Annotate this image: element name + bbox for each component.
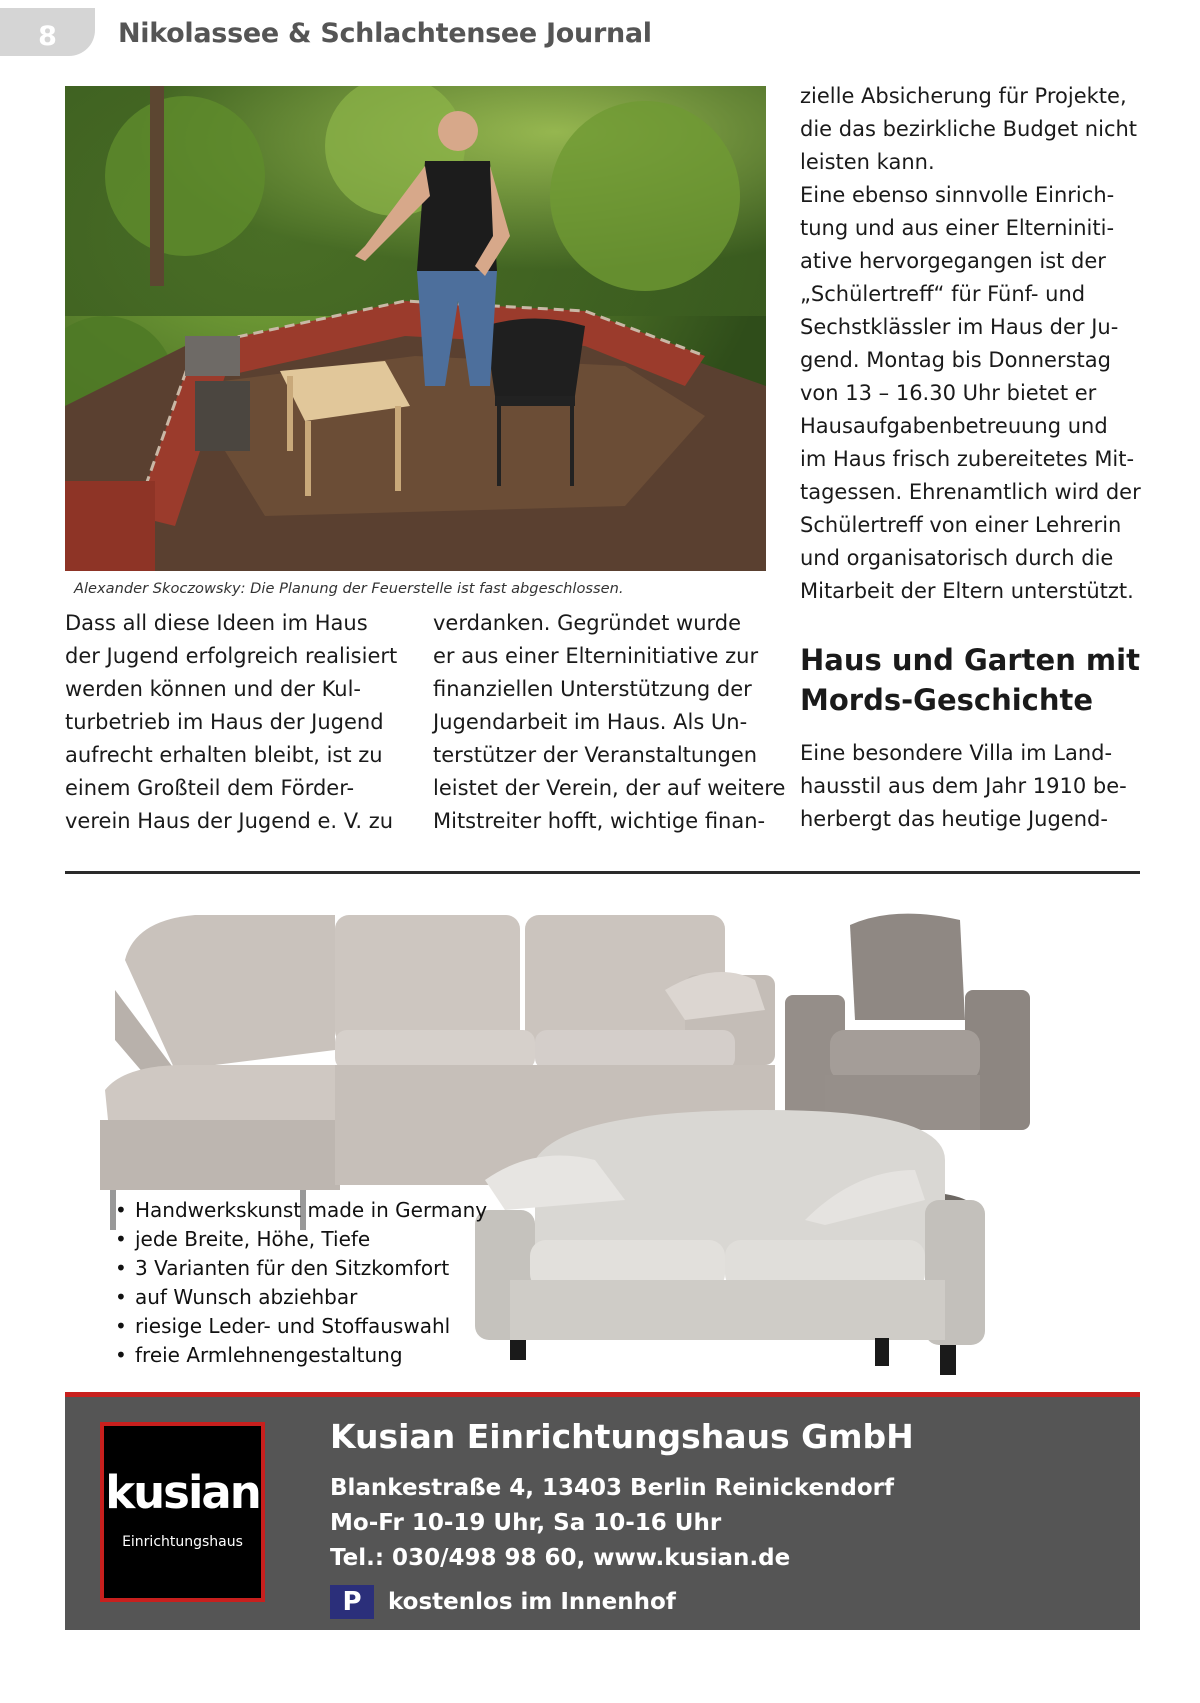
text-line: Mitarbeit der Eltern unterstützt. (800, 579, 1134, 603)
photo-caption: Alexander Skoczowsky: Die Planung der Feuerstelle ist fast abgeschlossen. (74, 580, 624, 597)
text-line: die das bezirkliche Budget nicht (800, 117, 1138, 141)
parking-text: kostenlos im Innenhof (388, 1589, 676, 1615)
text-line: Jugendarbeit im Haus. Als Un- (433, 710, 748, 734)
text-line: der Jugend erfolgreich realisiert (65, 644, 398, 668)
text-line: einem Großteil dem Förder- (65, 776, 355, 800)
text-line: Eine besondere Villa im Land- (800, 741, 1113, 765)
feature-item: • jede Breite, Höhe, Tiefe (115, 1225, 487, 1254)
feature-item: • auf Wunsch abziehbar (115, 1283, 487, 1312)
feature-item: • Handwerkskunst made in Germany (115, 1196, 487, 1225)
text-line: tung und aus einer Elterniniti- (800, 216, 1115, 240)
contact-info: Tel.: 030/498 98 60, www.kusian.de (330, 1545, 791, 1571)
opening-hours: Mo-Fr 10-19 Uhr, Sa 10-16 Uhr (330, 1510, 722, 1536)
company-name: Kusian Einrichtungshaus GmbH (330, 1417, 914, 1456)
company-address: Blankestraße 4, 13403 Berlin Reinickendorf (330, 1475, 895, 1501)
company-logo (100, 1422, 265, 1602)
text-line: tagessen. Ehrenamtlich wird der (800, 480, 1141, 504)
text-line: finanziellen Unterstützung der (433, 677, 752, 701)
text-line: und organisatorisch durch die (800, 546, 1114, 570)
logo-wordmark: kusian (105, 1466, 260, 1519)
article-photo (65, 86, 766, 571)
heading-line: Mords-Geschichte (800, 683, 1094, 717)
text-line: Schülertreff von einer Lehrerin (800, 513, 1122, 537)
text-line: zielle Absicherung für Projekte, (800, 84, 1127, 108)
text-line: Eine ebenso sinnvolle Einrich- (800, 183, 1115, 207)
article-column-1 (65, 607, 410, 838)
feature-item: • riesige Leder- und Stoffauswahl (115, 1312, 487, 1341)
text-line: leistet der Verein, der auf weitere (433, 776, 786, 800)
parking-icon: P (330, 1585, 374, 1619)
text-line: werden können und der Kul- (65, 677, 362, 701)
journal-title: Nikolassee & Schlachtensee Journal (118, 18, 652, 49)
text-line: verein Haus der Jugend e. V. zu (65, 809, 394, 833)
parking-info (330, 1585, 676, 1619)
text-line: Sechstklässler im Haus der Ju- (800, 315, 1119, 339)
text-line: aufrecht erhalten bleibt, ist zu (65, 743, 383, 767)
text-line: von 13 – 16.30 Uhr bietet er (800, 381, 1097, 405)
feature-item: • 3 Varianten für den Sitzkomfort (115, 1254, 487, 1283)
article-column-3 (800, 80, 1145, 608)
text-line: leisten kann. (800, 150, 935, 174)
text-line: hausstil aus dem Jahr 1910 be- (800, 774, 1127, 798)
text-line: Dass all diese Ideen im Haus (65, 611, 368, 635)
feature-item: • freie Armlehnengestaltung (115, 1341, 487, 1370)
company-info-bar (65, 1392, 1140, 1630)
feature-list (115, 1196, 487, 1370)
text-line: turbetrieb im Haus der Jugend (65, 710, 384, 734)
garden-scene-illustration (65, 86, 766, 571)
logo-subtitle: Einrichtungshaus (122, 1534, 243, 1550)
text-line: ative hervorgegangen ist der (800, 249, 1106, 273)
text-line: herbergt das heutige Jugend- (800, 807, 1108, 831)
text-line: Mitstreiter hofft, wichtige finan- (433, 809, 766, 833)
fabric-sofa-illustration (475, 1110, 985, 1375)
heading-line: Haus und Garten mit (800, 643, 1140, 677)
text-line: „Schülertreff“ für Fünf- und (800, 282, 1086, 306)
article-column-3b (800, 737, 1145, 836)
text-line: er aus einer Elterninitiative zur (433, 644, 759, 668)
article-column-2 (433, 607, 786, 838)
text-line: terstützer der Veranstaltungen (433, 743, 758, 767)
section-heading (800, 640, 1160, 720)
text-line: Hausaufgabenbetreuung und (800, 414, 1108, 438)
text-line: verdanken. Gegründet wurde (433, 611, 742, 635)
section-divider (65, 871, 1140, 874)
text-line: gend. Montag bis Donnerstag (800, 348, 1111, 372)
text-line: im Haus frisch zubereitetes Mit- (800, 447, 1135, 471)
page-number: 8 (0, 8, 95, 56)
